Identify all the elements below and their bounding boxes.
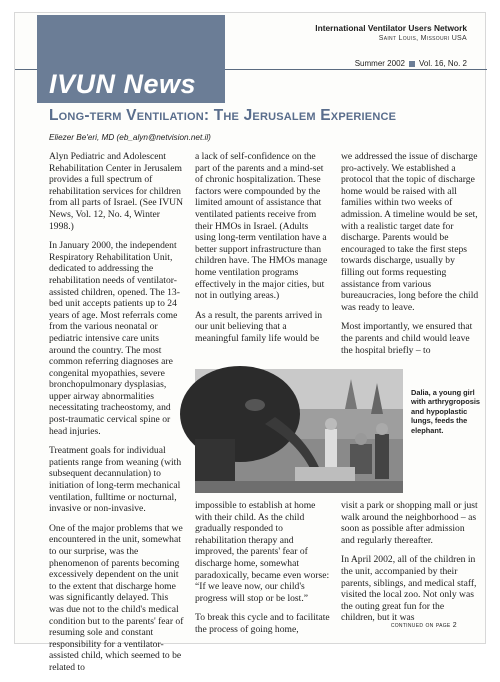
continued-note: continued on page 2 [390,622,457,629]
organization-info [315,23,467,42]
paragraph: In January 2000, the independent Respiratory Rehabilitation Unit, dedicated to addressing the rehabilitation needs of ventilator-assisted children, opened. The 13-bed unit accepts patients up to 24 years of age. Most referrals come from the various neonatal or pediatric intensive care units around the country. The most common referring diagnoses are congenital myopathies, severe bronchopulmonary dysplasias, upper airway abnormalities necessitating tracheostomy, and post-traumatic cervical spine or head injuries. [49,240,180,437]
paragraph: a lack of self-confidence on the part of the parents and a mind-set of chronic hospitalization. These factors were compounded by the limited amount of assistance that ventilated patients receive from their HMOs in Israel. (Adults using long-term ventilation have a better support infrastructure than children have. The HMOs manage home ventilation programs effectively in the major cities, but not in outlying areas.) [195,151,328,302]
paragraph: Alyn Pediatric and Adolescent Rehabilitation Center in Jerusalem provides a full spectrum of rehabilitation services for children from all parts of Israel. (See IVUN News, Vol. 12, No. 4, Winter 1998.) [49,151,183,232]
article-column-3-continued [341,500,479,632]
article-column-2 [195,151,331,353]
paragraph: To break this cycle and to facilitate the process of going home, [195,612,330,635]
article-column-2-continued [195,500,331,644]
issue-date: Summer 2002 [354,59,405,68]
article-column-1 [49,151,185,682]
article-title: Long-term Ventilation: The Jerusalem Experience [49,107,397,124]
paragraph: One of the major problems that we encountered in the unit, somewhat to our surprise, was the phenomenon of parents becoming excessively dependent on the unit to the extent that discharge home was significantly delayed. This was due not to the child's medical condition but to the parents' fear of resuming sole and constant responsibility for a ventilator-assisted child, which seemed to be related to [49,522,184,673]
newsletter-page [14,12,486,673]
masthead-title: IVUN News [49,69,197,99]
paragraph: we addressed the issue of discharge pro-actively. We established a protocol that the topic of discharge home would be raised with all families within two weeks of admission. A timeline would be set, with a realistic target date for discharge. Parents would be encouraged to take the first steps towards discharge, usually by filling out forms requesting assistance from various bureaucracies, long before the child was ready to leave. [341,151,479,313]
elephant-photo [195,369,403,493]
square-bullet-icon [409,61,415,67]
photo-caption: Dalia, a young girl with arthrygroposis and hypoplastic lungs, feeds the elephant. [411,388,480,435]
organization-location: Saint Louis, Missouri USA [378,35,467,42]
paragraph: impossible to establish at home with their child. As the child gradually responded to rehabilitation therapy and improved, the parents' fear of discharge home, somewhat paradoxically, became even worse: “If we leave now, our child's progress will stop or be lost.” [195,500,330,604]
masthead [37,15,225,103]
issue-info [355,59,467,68]
article-column-3 [341,151,479,364]
issue-volume: Vol. 16, No. 2 [418,59,467,68]
paragraph: As a result, the parents arrived in our unit believing that a meaningful family life would be [195,309,323,344]
paragraph: In April 2002, all of the children in the unit, accompanied by their parents, siblings, and medical staff, visited the local zoo. Not only was the outing great fun for the children, but it was [341,554,477,624]
paragraph: Most importantly, we ensured that the parents and child would leave the hospital briefly – to [341,321,473,356]
paragraph: Treatment goals for individual patients range from weaning (with subsequent decannulation) to initiation of long-term mechanical ventilation, fulltime or nocturnal, invasive or non-invasive. [49,445,182,515]
paragraph: visit a park or shopping mall or just walk around the neighborhood – as soon as possible after admission and regularly thereafter. [341,500,478,546]
article-byline: Eliezer Be'eri, MD (eb_alyn@netvision.net.il) [49,133,211,142]
organization-name: International Ventilator Users Network [315,23,467,33]
